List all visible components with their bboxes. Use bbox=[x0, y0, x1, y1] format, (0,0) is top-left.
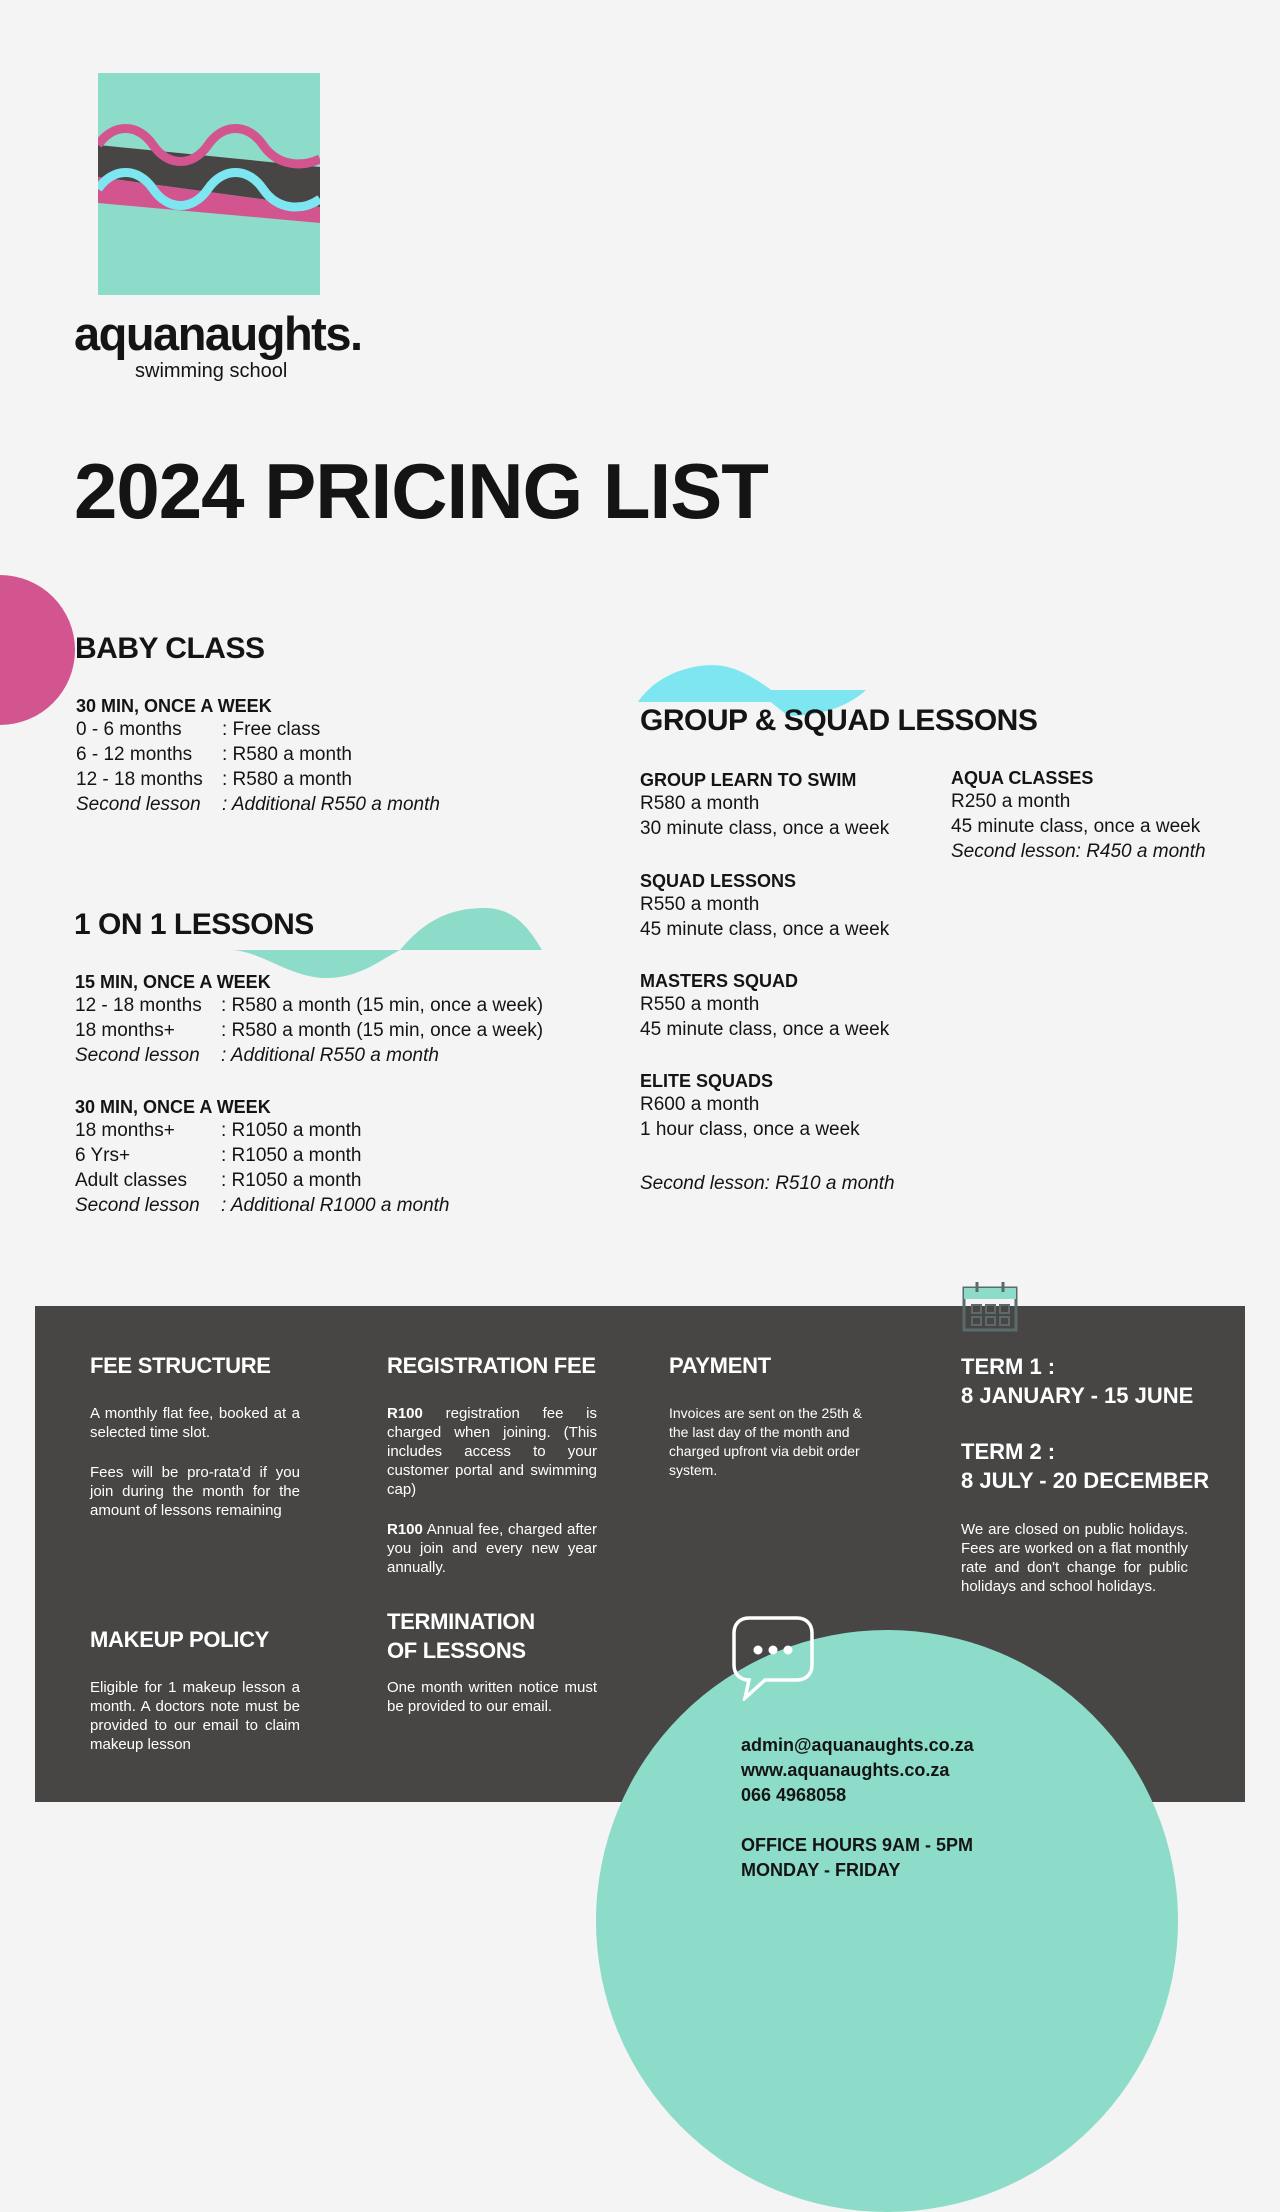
spacer bbox=[741, 1808, 974, 1833]
price-row: Adult classes : R1050 a month bbox=[75, 1170, 362, 1191]
second-lesson-row: Second lesson : Additional R1000 a month bbox=[75, 1195, 450, 1216]
price-row: 18 months+ : R580 a month (15 min, once a week) bbox=[75, 1020, 544, 1041]
contact-phone[interactable]: 066 4968058 bbox=[741, 1785, 847, 1805]
aqua-price: R250 a month bbox=[951, 791, 1071, 812]
fee-structure-title: FEE STRUCTURE bbox=[90, 1353, 271, 1378]
group-learn-name: GROUP LEARN TO SWIM bbox=[640, 770, 857, 790]
brand-name: aquanaughts. bbox=[74, 307, 362, 360]
makeup-policy-title: MAKEUP POLICY bbox=[90, 1627, 270, 1652]
makeup-policy-text: Eligible for 1 makeup lesson a month. A doctors note must be provided to our email to claim makeup lesson bbox=[90, 1679, 300, 1753]
page-title: 2024 PRICING LIST bbox=[74, 447, 768, 535]
masters-duration: 45 minute class, once a week bbox=[640, 1019, 890, 1040]
registration-fee-title: REGISTRATION FEE bbox=[387, 1353, 596, 1378]
teal-circle-decoration bbox=[596, 1630, 1178, 2212]
price-row: 0 - 6 months : Free class bbox=[76, 719, 321, 740]
calendar-icon bbox=[962, 1280, 1018, 1332]
baby-class-title: BABY CLASS bbox=[75, 632, 265, 665]
price-row: 12 - 18 months : R580 a month (15 min, once a week) bbox=[75, 995, 544, 1016]
second-lesson-row: Second lesson : Additional R550 a month bbox=[75, 1045, 439, 1066]
office-hours: OFFICE HOURS 9AM - 5PM bbox=[741, 1835, 974, 1855]
aqua-name: AQUA CLASSES bbox=[951, 768, 1094, 788]
aqua-duration: 45 minute class, once a week bbox=[951, 816, 1201, 837]
term-2 bbox=[961, 1437, 1209, 1495]
group-learn-block bbox=[640, 770, 889, 841]
term-2-dates: 8 JULY - 20 DECEMBER bbox=[961, 1468, 1210, 1493]
contact-block bbox=[741, 1733, 974, 1883]
one-on-one-block-30 bbox=[75, 1097, 450, 1218]
contact-website[interactable]: www.aquanaughts.co.za bbox=[741, 1760, 950, 1780]
price-row: 6 - 12 months : R580 a month bbox=[76, 744, 352, 765]
fee-structure-text-1: A monthly flat fee, booked at a selected time slot. bbox=[90, 1405, 300, 1441]
term-1 bbox=[961, 1352, 1193, 1410]
group-squad-title: GROUP & SQUAD LESSONS bbox=[640, 704, 1038, 737]
termination-title: TERMINATION OF LESSONS bbox=[387, 1609, 535, 1663]
one-on-one-title: 1 ON 1 LESSONS bbox=[74, 908, 314, 941]
brand-subtitle: swimming school bbox=[135, 360, 288, 382]
office-days: MONDAY - FRIDAY bbox=[741, 1860, 901, 1880]
term-1-dates: 8 JANUARY - 15 JUNE bbox=[961, 1383, 1194, 1408]
second-lesson-row: Second lesson : Additional R550 a month bbox=[76, 794, 440, 815]
price-row: 18 months+ : R1050 a month bbox=[75, 1120, 362, 1141]
holiday-note: We are closed on public holidays. Fees are worked on a flat monthly rate and don't change for public holidays and school holidays. bbox=[961, 1521, 1188, 1595]
group-second-lesson: Second lesson: R510 a month bbox=[640, 1173, 895, 1194]
logo-mark bbox=[98, 73, 320, 295]
baby-class-subhead: 30 MIN, ONCE A WEEK bbox=[76, 696, 272, 716]
one-on-one-subhead-30: 30 MIN, ONCE A WEEK bbox=[75, 1097, 271, 1117]
squad-duration: 45 minute class, once a week bbox=[640, 919, 890, 940]
aqua-block bbox=[951, 768, 1206, 864]
elite-price: R600 a month bbox=[640, 1094, 760, 1115]
masters-block bbox=[640, 971, 889, 1042]
wave-logo-icon bbox=[98, 73, 320, 295]
squad-block bbox=[640, 871, 889, 942]
squad-name: SQUAD LESSONS bbox=[640, 871, 797, 891]
squad-price: R550 a month bbox=[640, 894, 760, 915]
payment-text: Invoices are sent on the 25th & the last day of the month and charged upfront via debit order system. bbox=[669, 1405, 863, 1478]
elite-duration: 1 hour class, once a week bbox=[640, 1119, 860, 1140]
masters-name: MASTERS SQUAD bbox=[640, 971, 799, 991]
registration-fee-text-1: R100 registration fee is charged when joining. (This includes access to your customer portal and swimming cap) bbox=[387, 1405, 597, 1498]
group-learn-price: R580 a month bbox=[640, 793, 760, 814]
pink-circle-decoration bbox=[0, 575, 75, 725]
one-on-one-block-15 bbox=[75, 972, 543, 1068]
elite-block bbox=[640, 1071, 860, 1142]
registration-fee-text-2: R100 Annual fee, charged after you join and every new year annually. bbox=[387, 1521, 597, 1576]
term-1-label: TERM 1 : bbox=[961, 1354, 1056, 1379]
baby-class-block bbox=[76, 696, 440, 817]
price-row: 6 Yrs+ : R1050 a month bbox=[75, 1145, 362, 1166]
payment-title: PAYMENT bbox=[669, 1353, 771, 1378]
masters-price: R550 a month bbox=[640, 994, 760, 1015]
elite-name: ELITE SQUADS bbox=[640, 1071, 774, 1091]
term-2-label: TERM 2 : bbox=[961, 1439, 1056, 1464]
one-on-one-subhead-15: 15 MIN, ONCE A WEEK bbox=[75, 972, 271, 992]
price-row: 12 - 18 months : R580 a month bbox=[76, 769, 352, 790]
aqua-second-lesson: Second lesson: R450 a month bbox=[951, 841, 1206, 862]
contact-email[interactable]: admin@aquanaughts.co.za bbox=[741, 1735, 974, 1755]
group-learn-duration: 30 minute class, once a week bbox=[640, 818, 890, 839]
termination-text: One month written notice must be provided to our email. bbox=[387, 1679, 597, 1715]
fee-structure-text-2: Fees will be pro-rata'd if you join during the month for the amount of lessons remaining bbox=[90, 1464, 300, 1519]
chat-bubble-icon bbox=[731, 1615, 815, 1701]
